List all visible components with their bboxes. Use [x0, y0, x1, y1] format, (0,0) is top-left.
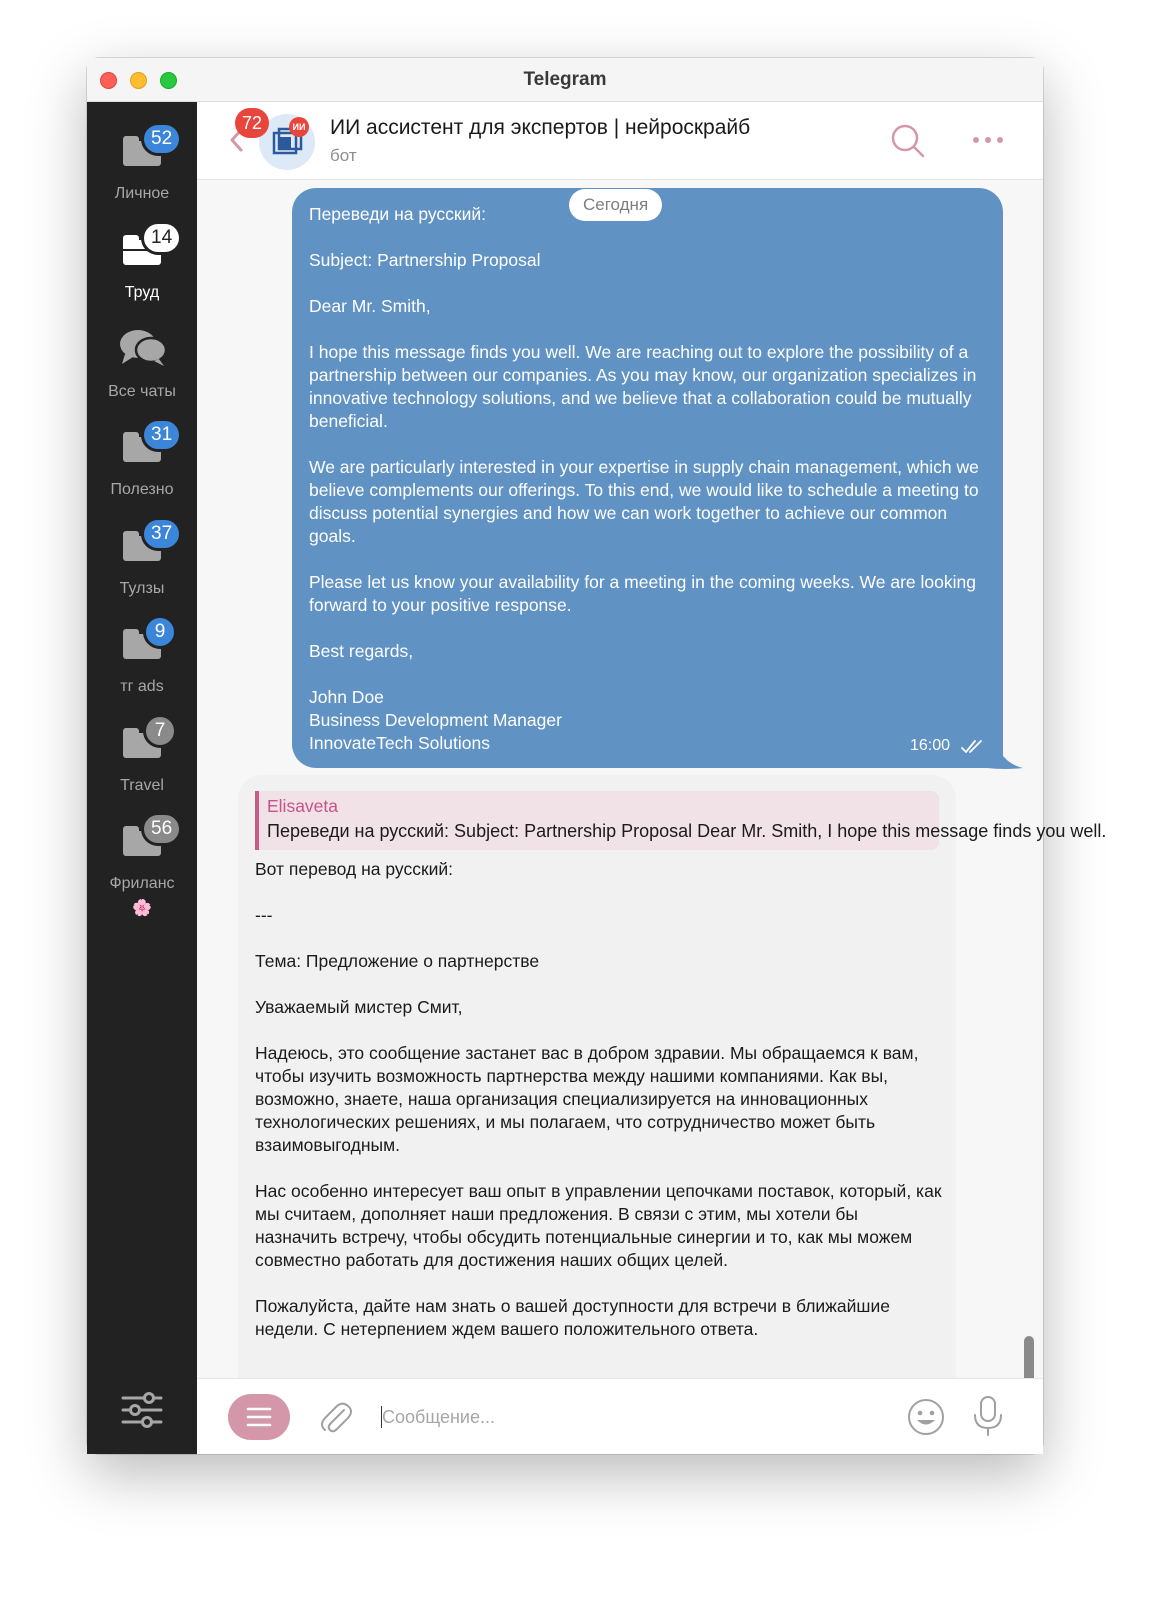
microphone-icon[interactable] — [971, 1395, 1005, 1437]
message-input[interactable] — [382, 1399, 882, 1435]
chats-icon — [119, 328, 167, 368]
message-paragraph: Вот перевод на русский: — [255, 859, 454, 879]
folder-label: Полезно — [110, 481, 174, 498]
chat-panel — [197, 102, 1107, 1454]
search-icon[interactable] — [889, 122, 927, 160]
folder-travel[interactable] — [87, 694, 197, 794]
chat-title[interactable]: ИИ ассистент для экспертов | нейроскрайб — [330, 116, 751, 139]
message-paragraph: Нас особенно интересует ваш опыт в управлении цепочками поставок, который, как мы считаем, дополняет наши предложения. В связи с этим, мы хотели бы назначить встречу, чтобы обсудить потенциальные синергии и то, как мы можем совместно работать для достижения наших общих целей. — [255, 1181, 942, 1270]
paperclip-icon[interactable] — [317, 1398, 355, 1436]
reply-bar — [255, 791, 259, 850]
back-unread-badge: 72 — [235, 108, 269, 138]
title-bar — [87, 58, 1043, 102]
emoji-icon[interactable] — [906, 1397, 946, 1437]
message-list[interactable] — [197, 181, 1107, 1378]
message-paragraph: Надеюсь, это сообщение застанет вас в добром здравии. Мы обращаемся к вам, чтобы изучить возможность партнерства между нашими компаниями. Как вы, возможно, знаете, наша организация специализируется на инновационных технологических решениях, и мы полагаем, что сотрудничество может быть взаимовыгодным. — [255, 1043, 919, 1155]
folder-all-chats[interactable] — [87, 300, 197, 400]
message-paragraph: --- — [255, 905, 273, 925]
outgoing-message-text — [309, 203, 989, 755]
message-paragraph: Пожалуйста, дайте нам знать о вашей доступности для встречи в ближайшие недели. С нетерпением ждем вашего положительного ответа. — [255, 1296, 890, 1339]
folder-label: Все чаты — [108, 383, 176, 400]
folder-lichnoe[interactable] — [87, 102, 197, 202]
composer-bar — [197, 1378, 1043, 1454]
folder-label: тг ads — [120, 678, 164, 695]
chat-subtitle: бот — [330, 146, 357, 165]
folder-label: Фриланс — [109, 875, 175, 892]
sliders-icon[interactable] — [121, 1392, 163, 1428]
message-paragraph: We are particularly interested in your expertise in supply chain management, which we believe complements our offerings. To this end, we would like to schedule a meeting to discuss potential synergies and how we can work together to achieve our common goals. — [309, 457, 979, 546]
unread-badge: 7 — [143, 714, 177, 748]
unread-badge: 9 — [143, 615, 177, 649]
message-paragraph: Тема: Предложение о партнерстве — [255, 951, 540, 971]
window-title: Telegram — [523, 69, 607, 90]
folder-label: Тулзы — [119, 580, 165, 597]
bot-menu-button[interactable] — [228, 1394, 290, 1440]
bubble-tail — [987, 746, 1023, 770]
unread-badge: 37 — [141, 517, 182, 551]
chat-header — [197, 102, 1043, 180]
unread-badge: 56 — [141, 812, 182, 846]
signature-line: Business Development Manager — [309, 710, 562, 730]
flower-emoji: 🌸 — [132, 900, 152, 917]
double-check-icon — [960, 739, 986, 755]
message-time: 16:00 — [910, 737, 951, 754]
folder-label: Личное — [114, 185, 170, 202]
message-paragraph: Please let us know your availability for a meeting in the coming weeks. We are looking forward to your positive response. — [309, 572, 976, 615]
unread-badge: 52 — [141, 122, 182, 156]
message-paragraph: Переведи на русский: — [309, 204, 486, 224]
folder-sidebar — [87, 102, 197, 1454]
incoming-message[interactable] — [238, 775, 1107, 1435]
folder-trud[interactable] — [87, 201, 197, 301]
telegram-window — [87, 58, 1107, 1454]
date-separator: Сегодня — [569, 189, 662, 221]
message-paragraph: Dear Mr. Smith, — [309, 296, 431, 316]
message-paragraph: Уважаемый мистер Смит, — [255, 997, 463, 1017]
message-paragraph: Best regards, — [309, 641, 414, 661]
outgoing-message[interactable] — [292, 188, 1003, 768]
folder-label: Travel — [120, 777, 164, 794]
folder-polezno[interactable] — [87, 398, 197, 498]
unread-badge: 14 — [141, 221, 182, 255]
avatar-badge: ИИ — [289, 117, 309, 137]
message-paragraph: Subject: Partnership Proposal — [309, 250, 541, 270]
signature-line: John Doe — [309, 687, 384, 707]
folder-tulzy[interactable] — [87, 497, 197, 597]
incoming-message-text — [255, 858, 945, 1364]
reply-author: Elisaveta — [267, 796, 339, 816]
more-icon[interactable] — [970, 128, 1006, 152]
reply-text: Переведи на русский: Subject: Partnership Proposal Dear Mr. Smith, I hope this message finds you well. — [267, 821, 1107, 841]
folder-tg-ads[interactable] — [87, 595, 197, 695]
folder-frilans[interactable] — [87, 792, 197, 922]
menu-icon — [228, 1394, 290, 1440]
folder-label: Труд — [124, 284, 160, 301]
message-paragraph: I hope this message finds you well. We are reaching out to explore the possibility of a partnership between our companies. As you may know, our organization specializes in innovative technology solutions, and we believe that a collaboration could be mutually beneficial. — [309, 342, 977, 431]
unread-badge: 31 — [141, 418, 182, 452]
signature-line: InnovateTech Solutions — [309, 733, 490, 753]
reply-preview[interactable] — [255, 791, 1107, 850]
